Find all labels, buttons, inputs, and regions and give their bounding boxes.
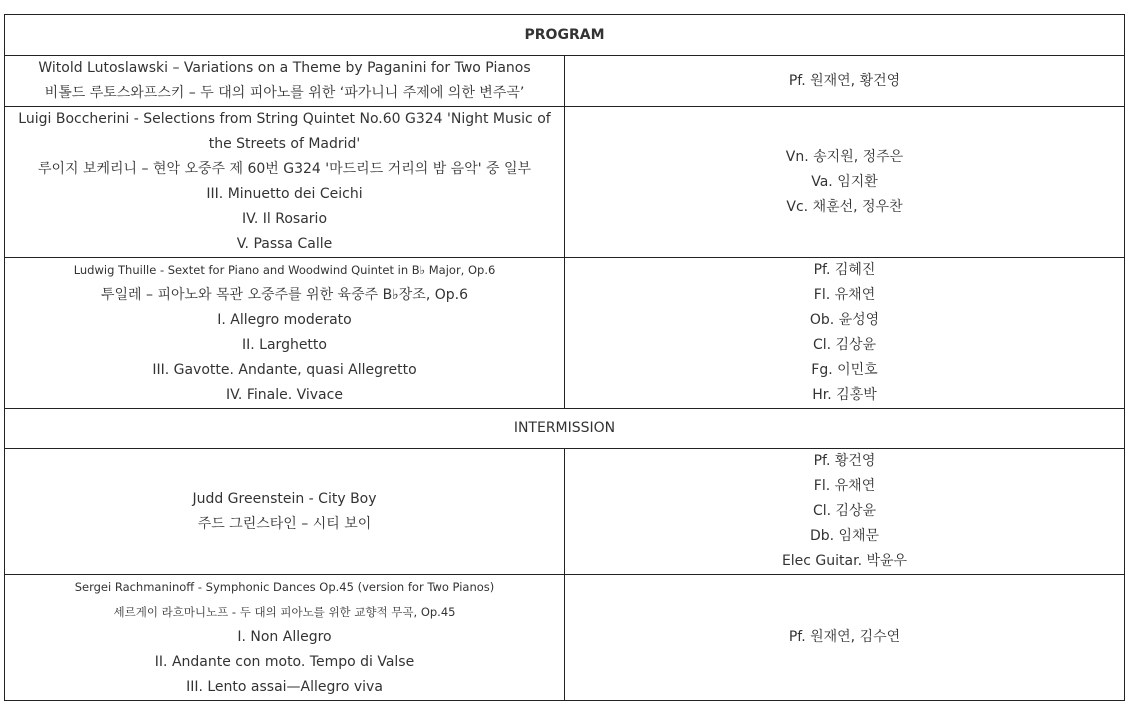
performer: Hr. 김홍박 bbox=[812, 387, 877, 403]
performer: Cl. 김상윤 bbox=[812, 503, 877, 519]
program-header-row bbox=[5, 15, 1125, 56]
performer: Pf. 황건영 bbox=[813, 453, 876, 469]
performers-cell bbox=[565, 56, 1125, 107]
movement: III. Gavotte. Andante, quasi Allegretto bbox=[152, 362, 417, 378]
piece-title-en: Ludwig Thuille - Sextet for Piano and Woodwind Quintet in B♭ Major, Op.6 bbox=[73, 263, 496, 277]
performers-cell bbox=[565, 449, 1125, 575]
piece-title-en: Luigi Boccherini - Selections from String Quintet No.60 G324 'Night Music of the Streets of Madrid' bbox=[18, 111, 551, 152]
piece-title-en: Judd Greenstein - City Boy bbox=[192, 490, 377, 507]
performer: Pf. 원재연, 김수연 bbox=[788, 629, 901, 645]
piece-title-en: Sergei Rachmaninoff - Symphonic Dances Op.45 (version for Two Pianos) bbox=[74, 580, 495, 594]
performer: Pf. 김혜진 bbox=[813, 262, 876, 278]
performers-cell bbox=[565, 258, 1125, 409]
piece-cell bbox=[5, 107, 565, 258]
performer: Elec Guitar. 박윤우 bbox=[781, 553, 908, 569]
movement: I. Allegro moderato bbox=[217, 312, 352, 328]
piece-cell bbox=[5, 258, 565, 409]
program-title: PROGRAM bbox=[5, 15, 1125, 56]
performers-cell bbox=[565, 575, 1125, 701]
performer: Db. 임채문 bbox=[809, 528, 880, 544]
program-table bbox=[4, 14, 1125, 701]
piece-title-ko: 투일레 – 피아노와 목관 오중주를 위한 육중주 B♭장조, Op.6 bbox=[100, 287, 468, 303]
movement: II. Andante con moto. Tempo di Valse bbox=[154, 654, 415, 670]
piece-row-thuille bbox=[5, 258, 1125, 409]
intermission-label: INTERMISSION bbox=[5, 409, 1125, 449]
piece-row-lutoslawski bbox=[5, 56, 1125, 107]
piece-cell bbox=[5, 449, 565, 575]
piece-title-ko: 세르게이 라흐마니노프 - 두 대의 피아노를 위한 교향적 무곡, Op.45 bbox=[113, 605, 456, 619]
piece-title-ko: 주드 그린스타인 – 시티 보이 bbox=[197, 515, 372, 532]
movement: V. Passa Calle bbox=[236, 236, 333, 252]
performer: Pf. 원재연, 황건영 bbox=[788, 72, 901, 89]
piece-title-ko: 루이지 보케리니 – 현악 오중주 제 60번 G324 '마드리드 거리의 밤 음악' 중 일부 bbox=[37, 161, 532, 177]
performers-cell bbox=[565, 107, 1125, 258]
piece-row-boccherini bbox=[5, 107, 1125, 258]
movement: III. Lento assai—Allegro viva bbox=[186, 679, 383, 695]
movement: II. Larghetto bbox=[242, 337, 327, 353]
piece-cell bbox=[5, 575, 565, 701]
performer: Vn. 송지원, 정주은 bbox=[785, 148, 904, 165]
movement: I. Non Allegro bbox=[237, 629, 332, 645]
performer: Vc. 채훈선, 정우찬 bbox=[786, 198, 903, 215]
intermission-row bbox=[5, 409, 1125, 449]
piece-title-ko: 비톨드 루토스와프스키 – 두 대의 피아노를 위한 ‘파가니니 주제에 의한 변주곡’ bbox=[44, 85, 525, 101]
performer: Va. 임지환 bbox=[811, 173, 878, 190]
performer: Cl. 김상윤 bbox=[812, 337, 877, 353]
piece-title-en: Witold Lutoslawski – Variations on a Theme by Paganini for Two Pianos bbox=[38, 60, 531, 76]
performer: Ob. 윤성영 bbox=[809, 312, 880, 328]
performer: Fl. 유채연 bbox=[813, 287, 876, 303]
movement: III. Minuetto dei Ceichi bbox=[206, 186, 363, 202]
movement: IV. Il Rosario bbox=[241, 211, 328, 227]
performer: Fl. 유채연 bbox=[813, 478, 876, 494]
movement: IV. Finale. Vivace bbox=[226, 387, 343, 403]
piece-cell bbox=[5, 56, 565, 107]
performer: Fg. 이민호 bbox=[811, 362, 878, 378]
piece-row-greenstein bbox=[5, 449, 1125, 575]
piece-row-rachmaninoff bbox=[5, 575, 1125, 701]
